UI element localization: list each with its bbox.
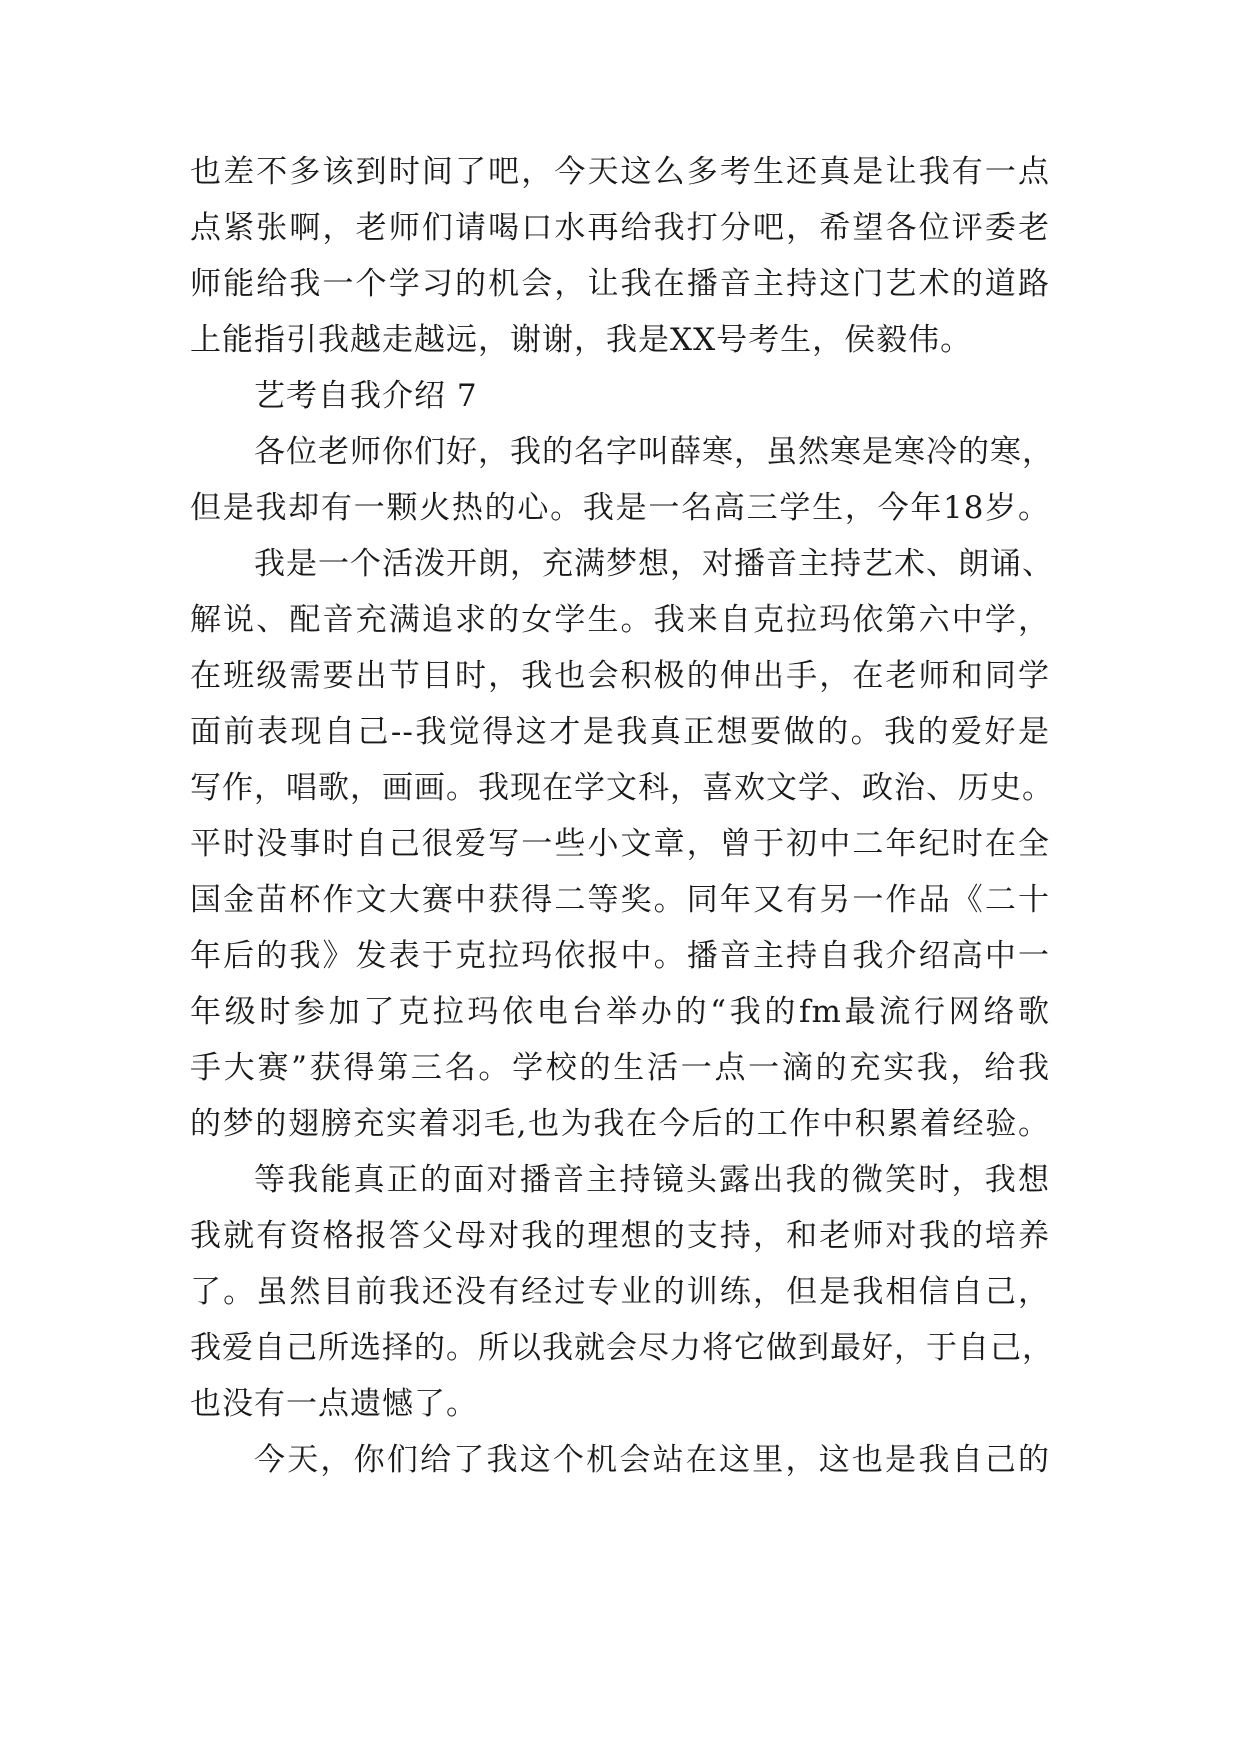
body-text-line: 我爱自己所选择的。所以我就会尽力将它做到最好，于自己，	[190, 1330, 1054, 1366]
body-text-line: 年级时参加了克拉玛依电台举办的“我的fm最流行网络歌	[190, 994, 1050, 1030]
body-text-line: 我是一个活泼开朗，充满梦想，对播音主持艺术、朗诵、	[254, 546, 1054, 582]
body-text-line: 等我能真正的面对播音主持镜头露出我的微笑时，我想	[254, 1162, 1050, 1198]
body-text-line: 点紧张啊，老师们请喝口水再给我打分吧，希望各位评委老	[190, 210, 1050, 246]
body-text-line: 国金苗杯作文大赛中获得二等奖。同年又有另一作品《二十	[190, 882, 1050, 918]
body-text-line: 我就有资格报答父母对我的理想的支持，和老师对我的培养	[190, 1218, 1050, 1254]
body-text-line: 了。虽然目前我还没有经过专业的训练，但是我相信自己，	[190, 1274, 1050, 1310]
body-text-line: 在班级需要出节目时，我也会积极的伸出手，在老师和同学	[190, 658, 1050, 694]
body-text-line: 手大赛”获得第三名。学校的生活一点一滴的充实我，给我	[190, 1050, 1050, 1086]
body-text-line: 今天，你们给了我这个机会站在这里，这也是我自己的	[254, 1442, 1050, 1478]
body-text-line: 年后的我》发表于克拉玛依报中。播音主持自我介绍高中一	[190, 938, 1050, 974]
body-text-line: 解说、配音充满追求的女学生。我来自克拉玛依第六中学，	[190, 602, 1050, 638]
body-text-line: 但是我却有一颗火热的心。我是一名高三学生，今年18岁。	[190, 490, 1050, 526]
section-heading: 艺考自我介绍 7	[254, 378, 478, 414]
body-text-line: 平时没事时自己很爱写一些小文章，曾于初中二年纪时在全	[190, 826, 1050, 862]
body-text-line: 写作，唱歌，画画。我现在学文科，喜欢文学、政治、历史。	[190, 770, 1054, 806]
body-text-line: 也没有一点遗憾了。	[190, 1386, 478, 1422]
body-text-line: 的梦的翅膀充实着羽毛,也为我在今后的工作中积累着经验。	[190, 1106, 1050, 1142]
body-text-line: 也差不多该到时间了吧，今天这么多考生还真是让我有一点	[190, 154, 1050, 190]
body-text-line: 各位老师你们好，我的名字叫薛寒，虽然寒是寒冷的寒，	[254, 434, 1054, 470]
body-text-line: 上能指引我越走越远，谢谢，我是XX号考生，侯毅伟。	[190, 322, 973, 358]
body-text-line: 师能给我一个学习的机会，让我在播音主持这门艺术的道路	[190, 266, 1050, 302]
body-text-line: 面前表现自己--我觉得这才是我真正想要做的。我的爱好是	[190, 714, 1050, 750]
